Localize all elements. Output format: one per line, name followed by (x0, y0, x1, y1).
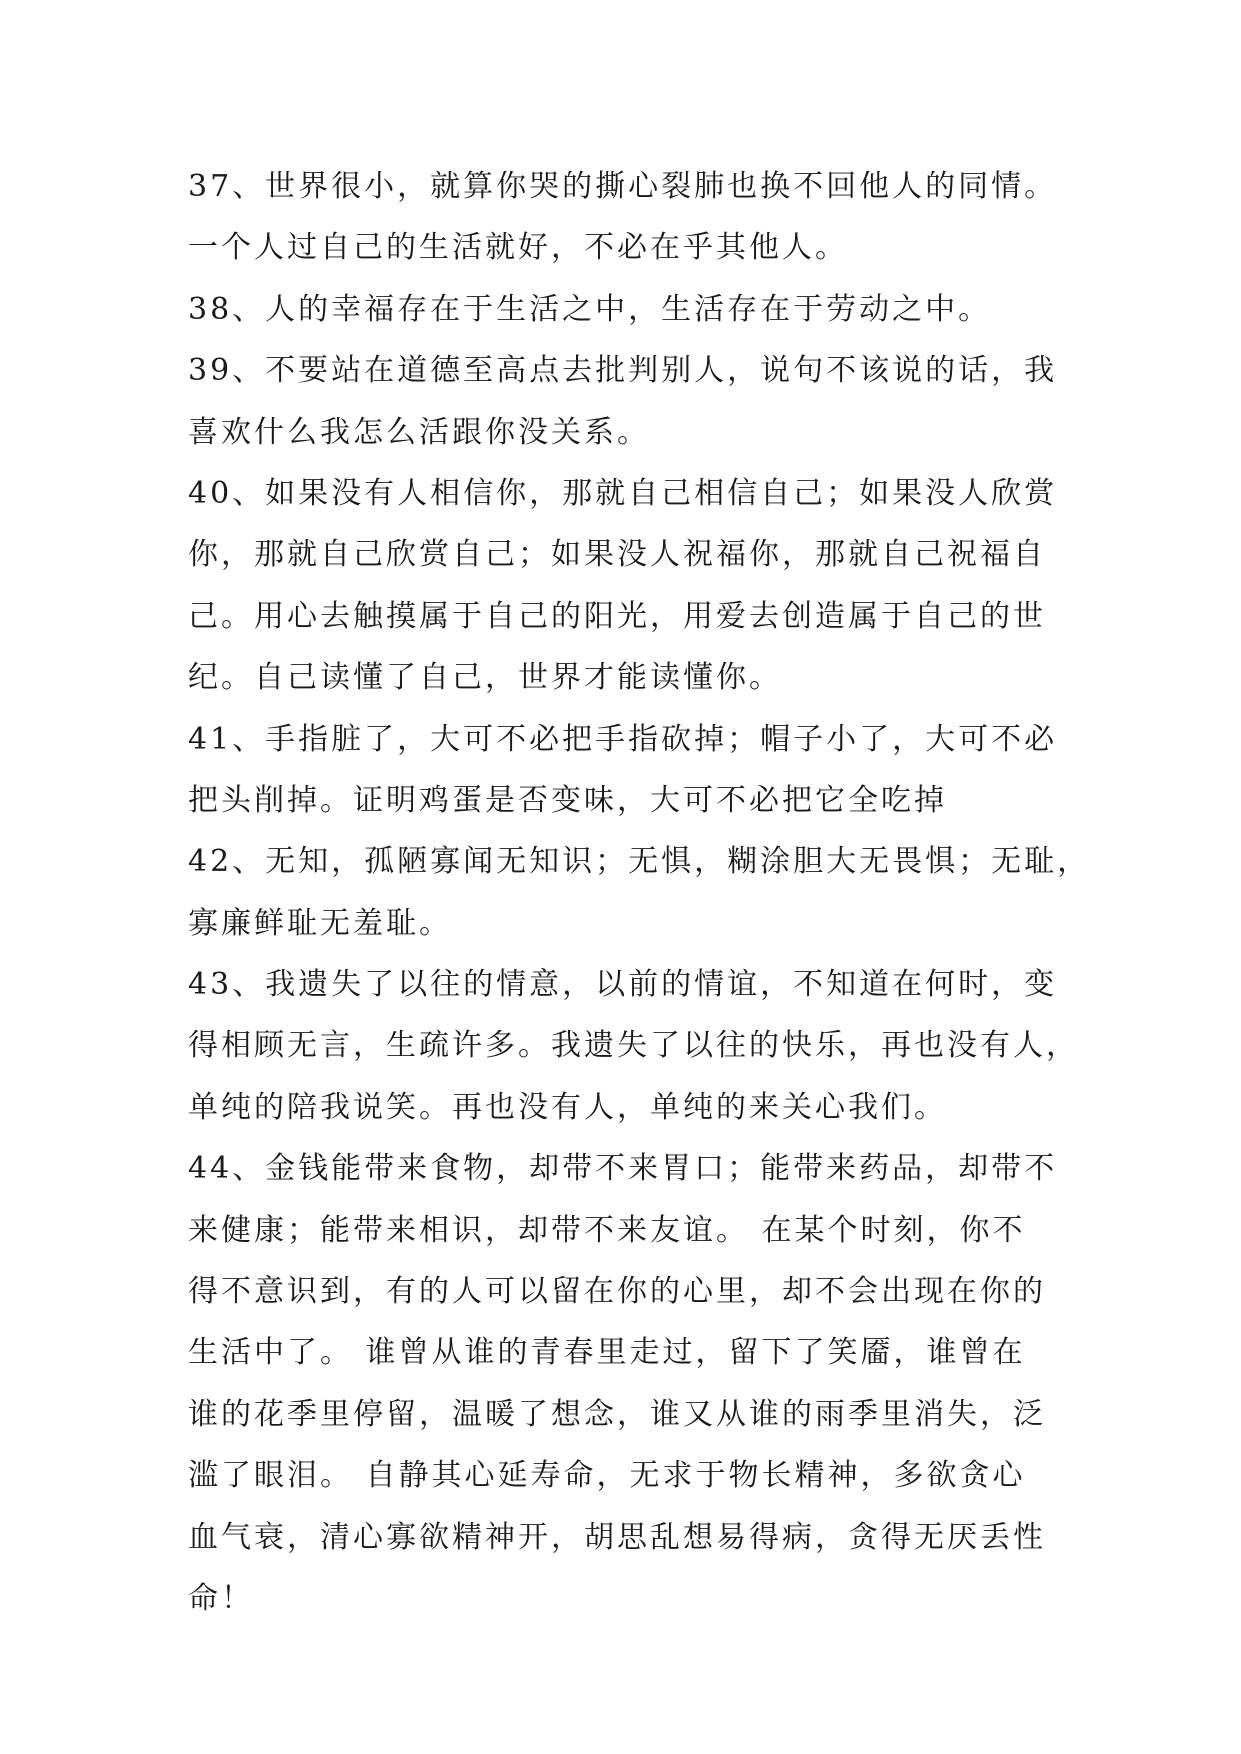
text-line: 44、金钱能带来食物，却带不来胃口；能带来药品，却带不 (188, 1151, 1058, 1187)
text-line: 43、我遗失了以往的情意，以前的情谊，不知道在何时，变 (188, 967, 1058, 1003)
text-line: 生活中了。 谁曾从谁的青春里走过，留下了笑靥，谁曾在 (188, 1335, 1026, 1371)
text-line: 40、如果没有人相信你，那就自己相信自己；如果没人欣赏 (188, 475, 1058, 511)
text-line: 单纯的陪我说笑。再也没有人，单纯的来关心我们。 (188, 1089, 947, 1125)
text-line: 来健康；能带来相识，却带不来友谊。 在某个时刻，你不 (188, 1212, 1026, 1248)
text-line: 一个人过自己的生活就好，不必在乎其他人。 (188, 230, 848, 266)
text-line: 得不意识到，有的人可以留在你的心里，却不会出现在你的 (188, 1274, 1046, 1310)
text-line: 谁的花季里停留，温暖了想念，谁又从谁的雨季里消失，泛 (188, 1396, 1046, 1432)
text-line: 38、人的幸福存在于生活之中，生活存在于劳动之中。 (188, 291, 992, 327)
text-line: 纪。自己读懂了自己，世界才能读懂你。 (188, 660, 782, 696)
text-line: 寡廉鲜耻无羞耻。 (188, 905, 452, 941)
text-line: 42、无知，孤陋寡闻无知识；无惧，糊涂胆大无畏惧；无耻， (188, 844, 1091, 880)
text-line: 己。用心去触摸属于自己的阳光，用爱去创造属于自己的世 (188, 598, 1046, 634)
text-line: 滥了眼泪。 自静其心延寿命，无求于物长精神，多欲贪心 (188, 1458, 1026, 1494)
text-line: 命！ (188, 1580, 254, 1616)
text-line: 喜欢什么我怎么活跟你没关系。 (188, 414, 650, 450)
text-line: 血气衰，清心寡欲精神开，胡思乱想易得病，贪得无厌丢性 (188, 1519, 1046, 1555)
text-line: 你，那就自己欣赏自己；如果没人祝福你，那就自己祝福自 (188, 537, 1046, 573)
text-line: 37、世界很小，就算你哭的撕心裂肺也换不回他人的同情。 (188, 169, 1058, 204)
document-body (188, 156, 1091, 1629)
text-line: 41、手指脏了，大可不必把手指砍掉；帽子小了，大可不必 (188, 721, 1058, 757)
text-line: 39、不要站在道德至高点去批判别人，说句不该说的话，我 (188, 353, 1058, 389)
text-line: 把头削掉。证明鸡蛋是否变味，大可不必把它全吃掉 (188, 782, 947, 818)
text-line: 得相顾无言，生疏许多。我遗失了以往的快乐，再也没有人， (188, 1028, 1079, 1064)
